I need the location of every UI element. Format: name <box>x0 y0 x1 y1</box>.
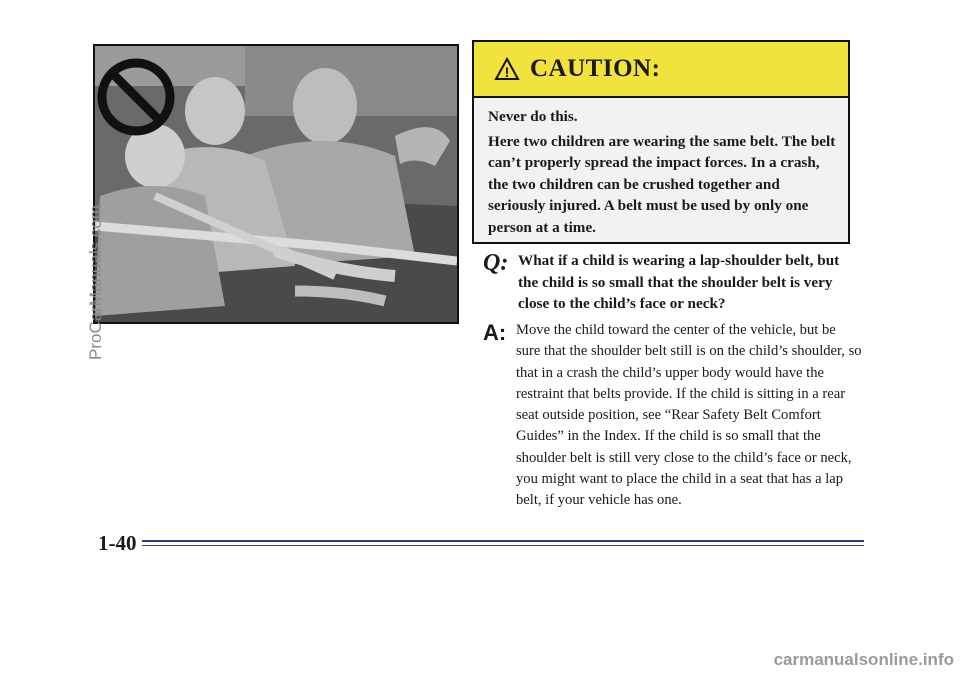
page-number: 1-40 <box>98 531 137 555</box>
caution-header <box>474 42 848 98</box>
caution-line: Never do this. <box>488 108 578 125</box>
caution-title: CAUTION: <box>530 55 661 82</box>
svg-text:!: ! <box>504 64 510 80</box>
illustration-two-children-one-belt <box>93 44 459 324</box>
answer-block <box>483 320 863 512</box>
question-text: What if a child is wearing a lap-shoulder belt, but the child is so small that the shoulder belt is very close to the child’s face or neck? <box>518 252 840 312</box>
question-mark: Q: <box>483 250 509 276</box>
answer-text: Move the child toward the center of the vehicle, but be sure that the shoulder belt still is on the child’s shoulder, so that in a crash the child’s upper body would have the restraint that belts provide. If the child is sitting in a rear seat outside position, see “Rear Safety Belt Comfort Guides” in the Index. If the child is so small that the shoulder belt is still very close to the child’s face or neck, you might want to place the child in a seat that has a lap belt, if your vehicle has one. <box>516 322 862 509</box>
footer-rule <box>142 540 864 542</box>
caution-box <box>472 40 850 244</box>
answer-mark: A: <box>483 320 507 345</box>
warning-triangle-icon <box>494 57 520 81</box>
side-watermark: ProCarManuals.com <box>86 205 105 360</box>
caution-line: Here two children are wearing the same belt. The belt can’t properly spread the impact forces. In a crash, the two children can be crushed together and seriously injured. A belt must be used by only one person at a time. <box>488 132 836 236</box>
question-block <box>483 250 863 315</box>
caution-body <box>474 98 848 238</box>
prohibited-icon <box>95 56 177 138</box>
bottom-watermark: carmanualsonline.info <box>773 650 954 669</box>
footer-rule-thin <box>142 545 864 546</box>
